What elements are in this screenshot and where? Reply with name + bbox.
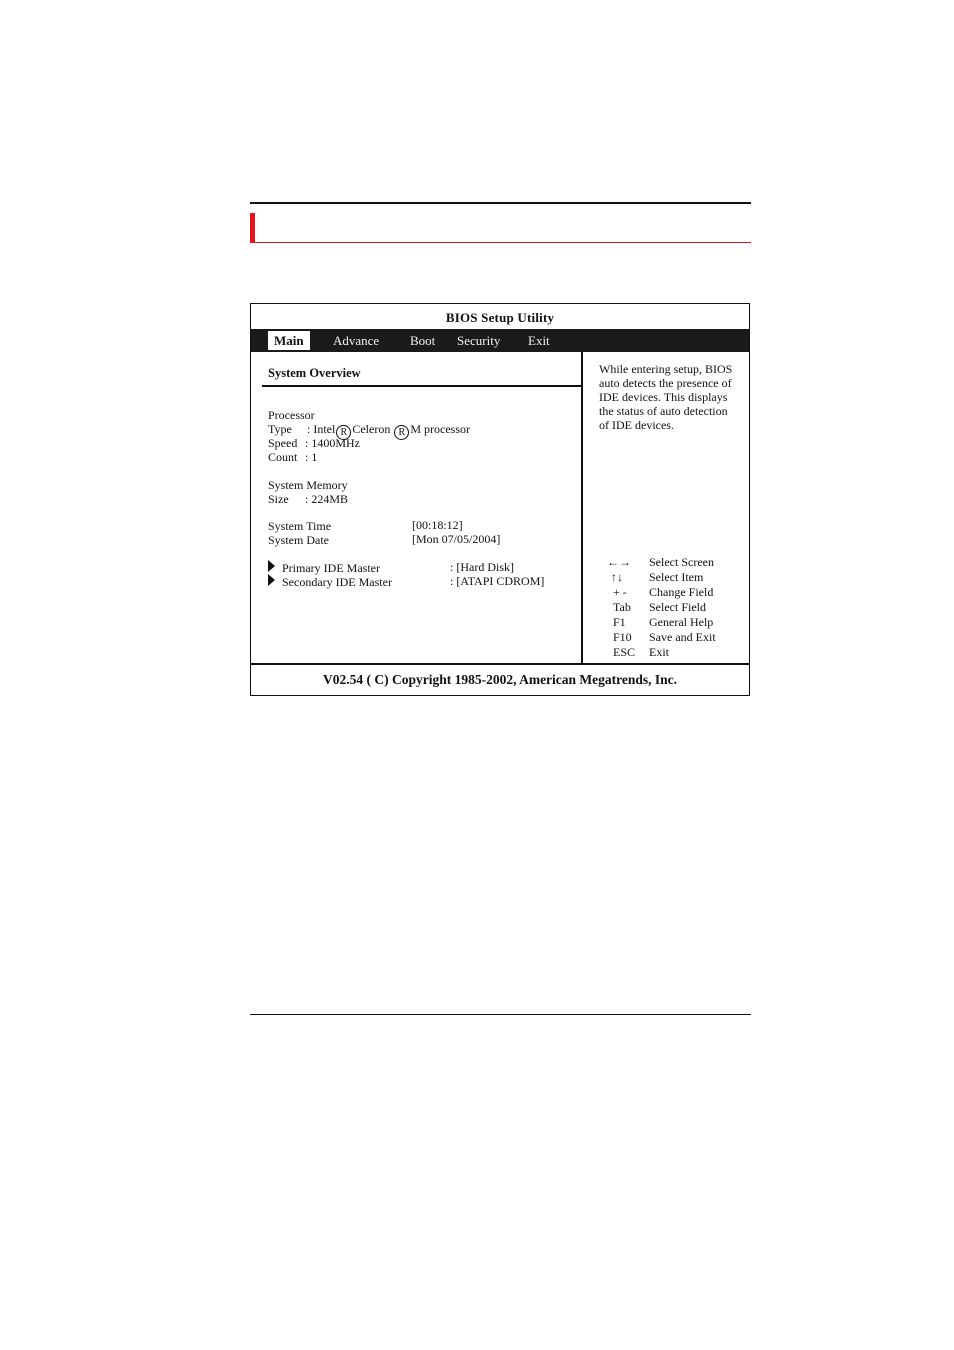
key-esc: ESC <box>613 645 636 659</box>
section-divider <box>262 385 581 387</box>
menu-tab-main[interactable]: Main <box>268 331 310 350</box>
section-marker-bar <box>250 213 255 243</box>
key-left-right-arrows-icon: ←→ <box>607 555 631 569</box>
page-top-rule <box>250 202 751 204</box>
key-f1: F1 <box>613 615 626 629</box>
submenu-arrow-icon <box>268 574 275 586</box>
key-help-general-help: General Help <box>649 615 714 629</box>
key-plus-minus: + - <box>613 585 627 599</box>
processor-type-value: : Intel R Celeron R M processor <box>307 422 470 438</box>
processor-type-label: Type <box>268 422 292 436</box>
primary-ide-master-value: : [Hard Disk] <box>450 560 514 574</box>
memory-heading: System Memory <box>268 478 348 492</box>
key-help-exit: Exit <box>649 645 669 659</box>
memory-size-label: Size <box>268 492 289 506</box>
bios-title: BIOS Setup Utility <box>445 310 555 325</box>
page-bottom-rule <box>250 1014 751 1015</box>
processor-heading: Processor <box>268 408 315 422</box>
key-up-down-arrows-icon: ↑↓ <box>611 570 623 584</box>
section-title: System Overview <box>268 366 361 380</box>
key-help-change-field: Change Field <box>649 585 714 599</box>
menu-tab-exit[interactable]: Exit <box>528 333 550 348</box>
processor-speed-value: : 1400MHz <box>305 436 360 450</box>
registered-mark-icon: R <box>336 425 351 440</box>
key-f10: F10 <box>613 630 632 644</box>
system-date-field[interactable]: [Mon 07/05/2004] <box>412 532 501 546</box>
registered-mark-icon: R <box>394 425 409 440</box>
copyright-footer: V02.54 ( C) Copyright 1985-2002, American Megatrends, Inc. <box>251 663 749 697</box>
help-text: While entering setup, BIOS auto detects the presence of IDE devices. This displays the status of auto detection of IDE devices. <box>599 362 733 432</box>
bios-menu-bar <box>251 329 749 352</box>
processor-speed-label: Speed <box>268 436 298 450</box>
bios-setup-screen <box>250 303 750 696</box>
secondary-ide-master-item[interactable]: Secondary IDE Master <box>282 575 392 589</box>
system-date-label: System Date <box>268 533 329 547</box>
section-marker-line <box>250 242 751 243</box>
menu-tab-security[interactable]: Security <box>457 333 501 348</box>
menu-tab-advance[interactable]: Advance <box>333 333 380 348</box>
system-time-field[interactable]: [00:18:12] <box>412 518 463 532</box>
primary-ide-master-item[interactable]: Primary IDE Master <box>282 561 380 575</box>
secondary-ide-master-value: : [ATAPI CDROM] <box>450 574 545 588</box>
help-pane <box>583 352 749 663</box>
submenu-arrow-icon <box>268 560 275 572</box>
memory-size-value: : 224MB <box>305 492 349 506</box>
key-help-save-and-exit: Save and Exit <box>649 630 716 644</box>
system-time-label: System Time <box>268 519 332 533</box>
key-help-select-item: Select Item <box>649 570 704 584</box>
main-settings-pane <box>251 352 583 663</box>
processor-count-label: Count <box>268 450 298 464</box>
key-help-select-screen: Select Screen <box>649 555 714 569</box>
key-tab: Tab <box>613 600 631 614</box>
key-help-select-field: Select Field <box>649 600 706 614</box>
menu-tab-boot[interactable]: Boot <box>410 333 436 348</box>
processor-count-value: : 1 <box>305 450 318 464</box>
